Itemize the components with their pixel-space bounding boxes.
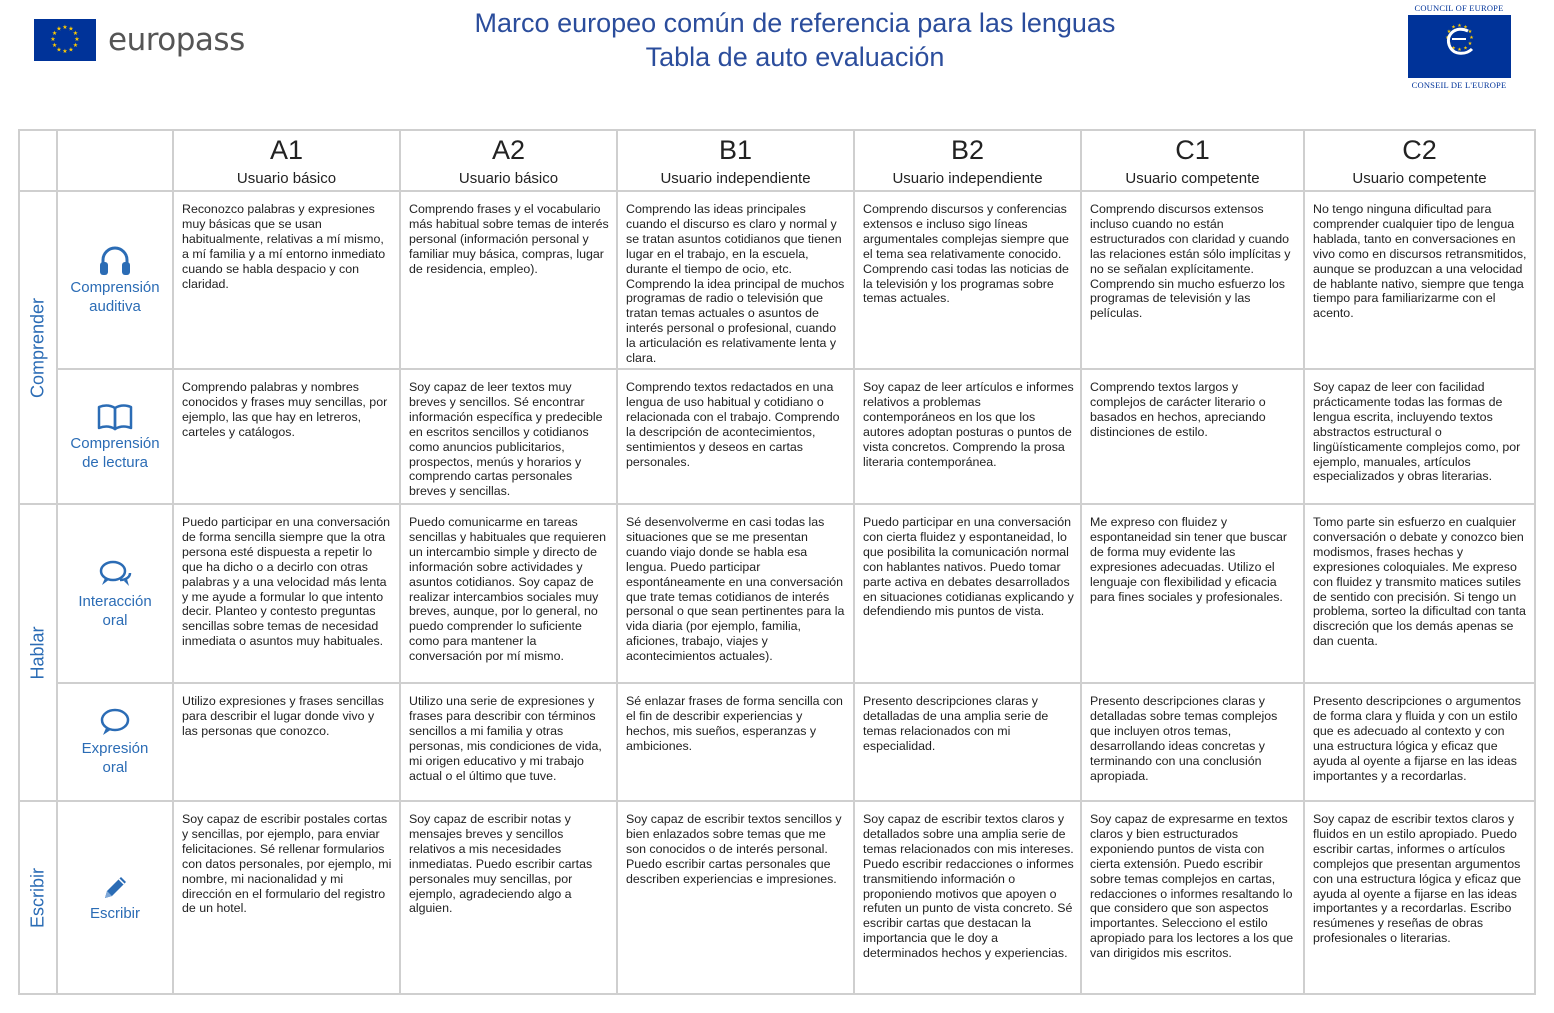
row-escribir	[19, 801, 1535, 994]
levels-header-row	[19, 130, 1535, 191]
descriptor-expresion-c2: Presento descripciones o argumentos de forma clara y fluida y con un estilo que es adecuado al contexto y con una estructura lógica y eficaz que ayuda al oyente a fijarse en las ideas importantes y a recordarlas.	[1313, 694, 1522, 783]
svg-text:★: ★	[1468, 35, 1474, 41]
pencil-icon	[99, 872, 131, 902]
svg-text:★: ★	[1450, 45, 1456, 52]
row-interaccion-oral	[19, 504, 1535, 683]
level-c2-header: C2 Usuario competente	[1304, 130, 1535, 191]
descriptor-interaccion-b1: Sé desenvolverme en casi todas las situaciones que se me presentan cuando viajo donde se habla esa lengua. Puedo participar espontáneamente en una conversación que trate temas cotidianos de interés personal o que sean pertinentes para la vida diaria (por ejemplo, familia, aficiones, trabajo, viajes y acontecimientos actuales).	[626, 515, 845, 664]
svg-text:★: ★	[1456, 47, 1462, 53]
open-book-icon	[96, 402, 134, 432]
level-b1-header: B1 Usuario independiente	[617, 130, 854, 191]
descriptor-escribir-b1: Soy capaz de escribir textos sencillos y bien enlazados sobre temas que me son conocidos o de interés personal. Puedo escribir cartas personales que describen experiencias e impresiones.	[626, 812, 842, 886]
svg-text:★: ★	[1446, 29, 1451, 35]
svg-text:★: ★	[62, 24, 68, 31]
svg-text:★: ★	[1462, 45, 1468, 52]
corner-cell	[19, 130, 57, 191]
group-comprender: Comprender	[19, 191, 57, 504]
descriptor-expresion-a1: Utilizo expresiones y frases sencillas para describir el lugar donde vivo y las personas que conozco.	[182, 694, 384, 738]
level-b2-header: B2 Usuario independiente	[854, 130, 1081, 191]
descriptor-escribir-c1: Soy capaz de expresarme en textos claros y bien estructurados exponiendo puntos de vista con cierta extensión. Puedo escribir sobre temas complejos en cartas, redacciones o informes resaltando lo que considero que son aspectos importantes. Selecciono el estilo apropiado para los lectores a los que van dirigidos mis escritos.	[1090, 812, 1294, 961]
skill-interaccion-oral: Interacción oral	[57, 504, 173, 683]
headphones-icon	[96, 244, 134, 276]
svg-text:★: ★	[74, 36, 80, 43]
council-of-europe-logo	[1402, 3, 1516, 93]
page-header	[0, 0, 1554, 125]
descriptor-auditiva-c2: No tengo ninguna dificultad para comprender cualquier tipo de lengua hablada, tanto en conversaciones en vivo como en discursos retransmitidos, aunque se produzcan a una velocidad de hablante nativo, siempre que tenga tiempo para familiarizarme con el acento.	[1313, 202, 1527, 321]
row-expresion-oral	[19, 683, 1535, 801]
descriptor-interaccion-b2: Puedo participar en una conversación con cierta fluidez y espontaneidad, lo que posibilita la comunicación normal con hablantes nativos. Puedo tomar parte activa en debates desarrollados en situaciones cotidianas explicando y defendiendo mis puntos de vista.	[863, 515, 1074, 619]
coe-emblem-icon	[1408, 15, 1511, 78]
level-c1-header: C1 Usuario competente	[1081, 130, 1304, 191]
descriptor-expresion-c1: Presento descripciones claras y detalladas sobre temas complejos que incluyen otros temas, desarrollando ideas concretas y terminando con una conclusión apropiada.	[1090, 694, 1278, 783]
eu-flag-logo	[34, 19, 96, 61]
speech-bubble-icon	[97, 707, 133, 737]
europass-brand: europass	[108, 22, 245, 58]
svg-text:★: ★	[56, 25, 62, 33]
descriptor-interaccion-a2: Puedo comunicarme en tareas sencillas y habituales que requieren un intercambio simple y directo de información sobre actividades y asuntos cotidianos. Soy capaz de realizar intercambios sociales muy breves, aunque, por lo general, no puedo comprender lo suficiente como para mantener la conversación por mí mismo.	[409, 515, 606, 664]
skill-comprension-lectura: Comprensión de lectura	[57, 369, 173, 504]
svg-text:★: ★	[68, 25, 74, 33]
descriptor-escribir-a1: Soy capaz de escribir postales cortas y sencillas, por ejemplo, para enviar felicitaciones. Sé rellenar formularios con datos personales, por ejemplo, mi nombre, mi nacionalidad y mi dirección en el formulario del registro de un hotel.	[182, 812, 392, 916]
svg-text:★: ★	[1444, 35, 1450, 41]
descriptor-escribir-b2: Soy capaz de escribir textos claros y detallados sobre una amplia serie de temas relacionados con mis intereses. Puedo escribir redacciones o informes transmitiendo información o proponiendo motivos que apoyen o refuten un punto de vista concreto. Sé escribir cartas que destacan la importancia que le doy a determinados hechos y experiencias.	[863, 812, 1074, 961]
descriptor-auditiva-b1: Comprendo las ideas principales cuando el discurso es claro y normal y se tratan asuntos cotidianos que tienen lugar en el trabajo, en la escuela, durante el tiempo de ocio, etc. Comprendo la idea principal de muchos programas de radio o televisión que tratan temas actuales o asuntos de interés personal o profesional, cuando la articulación es relativamente lenta y clara.	[626, 202, 845, 366]
descriptor-auditiva-c1: Comprendo discursos extensos incluso cuando no están estructurados con claridad y cuando las relaciones están sólo implícitas y no se señalan explícitamente. Comprendo sin mucho esfuerzo los programas de televisión y las películas.	[1090, 202, 1291, 321]
svg-text:★: ★	[1446, 41, 1451, 47]
descriptor-auditiva-a1: Reconozco palabras y expresiones muy básicas que se usan habitualmente, relativas a mí mismo, a mí familia y a mí entorno inmediato cuando se habla despacio y con claridad.	[182, 202, 386, 291]
skill-escribir: Escribir	[57, 801, 173, 994]
descriptor-auditiva-b2: Comprendo discursos y conferencias extensos e incluso sigo líneas argumentales complejas siempre que el tema sea relativamente conocido. Comprendo casi todas las noticias de la televisión y los programas sobre temas actuales.	[863, 202, 1069, 306]
coe-top-text: COUNCIL OF EUROPE	[1414, 3, 1504, 13]
descriptor-lectura-a1: Comprendo palabras y nombres conocidos y frases muy sencillas, por ejemplo, las que hay en letreros, carteles y catálogos.	[182, 380, 388, 439]
svg-text:★: ★	[72, 42, 79, 49]
corner-cell-2	[57, 130, 173, 191]
descriptor-lectura-b1: Comprendo textos redactados en una lengua de uso habitual y cotidiano o relacionada con el trabajo. Comprendo la descripción de acontecimientos, sentimientos y deseos en cartas personales.	[626, 380, 840, 469]
descriptor-lectura-c2: Soy capaz de leer con facilidad prácticamente todas las formas de lengua escrita, incluyendo textos abstractos estructural o lingüísticamente complejos como, por ejemplo, manuales, artículos especializados y obras literarias.	[1313, 380, 1521, 484]
level-a1-header: A1 Usuario básico	[173, 130, 400, 191]
row-comprension-lectura	[19, 369, 1535, 504]
descriptor-auditiva-a2: Comprendo frases y el vocabulario más habitual sobre temas de interés personal (información personal y familiar muy básica, compras, lugar de residencia, empleo).	[409, 202, 609, 276]
svg-text:★: ★	[1450, 24, 1456, 31]
svg-text:★: ★	[51, 30, 58, 37]
level-a2-header: A2 Usuario básico	[400, 130, 617, 191]
descriptor-expresion-a2: Utilizo una serie de expresiones y frases para describir con términos sencillos a mi familia y otras personas, mis condiciones de vida, mi origen educativo y mi trabajo actual o el último que tuve.	[409, 694, 602, 783]
page-title	[380, 6, 1210, 74]
row-comprension-auditiva	[19, 191, 1535, 369]
self-assessment-grid	[18, 129, 1536, 995]
svg-text:★: ★	[1467, 41, 1472, 47]
descriptor-escribir-a2: Soy capaz de escribir notas y mensajes breves y sencillos relativos a mis necesidades inmediatas. Puedo escribir cartas personales muy sencillas, por ejemplo, agradeciendo algo a alguien.	[409, 812, 593, 916]
descriptor-interaccion-c1: Me expreso con fluidez y espontaneidad sin tener que buscar de forma muy evidente las expresiones adecuadas. Utilizo el lenguaje con flexibilidad y eficacia para fines sociales y profesionales.	[1090, 515, 1288, 604]
title-line-1: Marco europeo común de referencia para las lenguas	[474, 8, 1116, 38]
descriptor-interaccion-c2: Tomo parte sin esfuerzo en cualquier conversación o debate y conozco bien modismos, frases hechas y expresiones coloquiales. Me expreso con fluidez y transmito matices sutiles de sentido con precisión. Si tengo un problema, sorteo la dificultad con tanta discreción que los demás apenas se dan cuenta.	[1313, 515, 1526, 649]
descriptor-lectura-a2: Soy capaz de leer textos muy breves y sencillos. Sé encontrar información específica y predecible en escritos sencillos y cotidianos como anuncios publicitarios, prospectos, menús y horarios y comprendo cartas personales breves y sencillas.	[409, 380, 603, 499]
descriptor-lectura-c1: Comprendo textos largos y complejos de carácter literario o basados en hechos, apreciando distinciones de estilo.	[1090, 380, 1266, 439]
descriptor-interaccion-a1: Puedo participar en una conversación de forma sencilla siempre que la otra persona esté dispuesta a repetir lo que ha dicho o a decirlo con otras palabras y a una velocidad más lenta y me ayude a formular lo que intento decir. Planteo y contesto preguntas sencillas sobre temas de necesidad inmediata o asuntos muy habituales.	[182, 515, 391, 649]
skill-comprension-auditiva: Comprensión auditiva	[57, 191, 173, 369]
descriptor-lectura-b2: Soy capaz de leer artículos e informes relativos a problemas contemporáneos en los que los autores adoptan posturas o puntos de vista concretos. Comprendo la prosa literaria contemporánea.	[863, 380, 1074, 469]
svg-text:★: ★	[50, 36, 56, 43]
svg-text:★: ★	[1467, 29, 1472, 35]
svg-text:★: ★	[1462, 24, 1468, 31]
svg-text:★: ★	[72, 30, 79, 37]
svg-text:★: ★	[1456, 23, 1462, 29]
svg-text:★: ★	[68, 46, 74, 54]
chat-bubbles-icon	[96, 558, 134, 590]
coe-bottom-text: CONSEIL DE L'EUROPE	[1411, 80, 1507, 90]
group-hablar: Hablar	[19, 504, 57, 801]
svg-text:★: ★	[62, 48, 68, 55]
descriptor-escribir-c2: Soy capaz de escribir textos claros y fluidos en un estilo apropiado. Puedo escribir cartas, informes o artículos complejos que presentan argumentos con una estructura lógica y eficaz que ayuda al oyente a fijarse en las ideas importantes y a recordarlas. Escribo resúmenes y reseñas de obras profesionales o literarias.	[1313, 812, 1522, 946]
group-escribir: Escribir	[19, 801, 57, 994]
title-line-2: Tabla de auto evaluación	[645, 42, 945, 72]
descriptor-expresion-b2: Presento descripciones claras y detalladas de una amplia serie de temas relacionados con mi especialidad.	[863, 694, 1049, 753]
svg-text:★: ★	[51, 42, 58, 49]
descriptor-expresion-b1: Sé enlazar frases de forma sencilla con el fin de describir experiencias y hechos, mis sueños, esperanzas y ambiciones.	[626, 694, 843, 753]
skill-expresion-oral: Expresión oral	[57, 683, 173, 801]
svg-text:★: ★	[56, 46, 62, 54]
